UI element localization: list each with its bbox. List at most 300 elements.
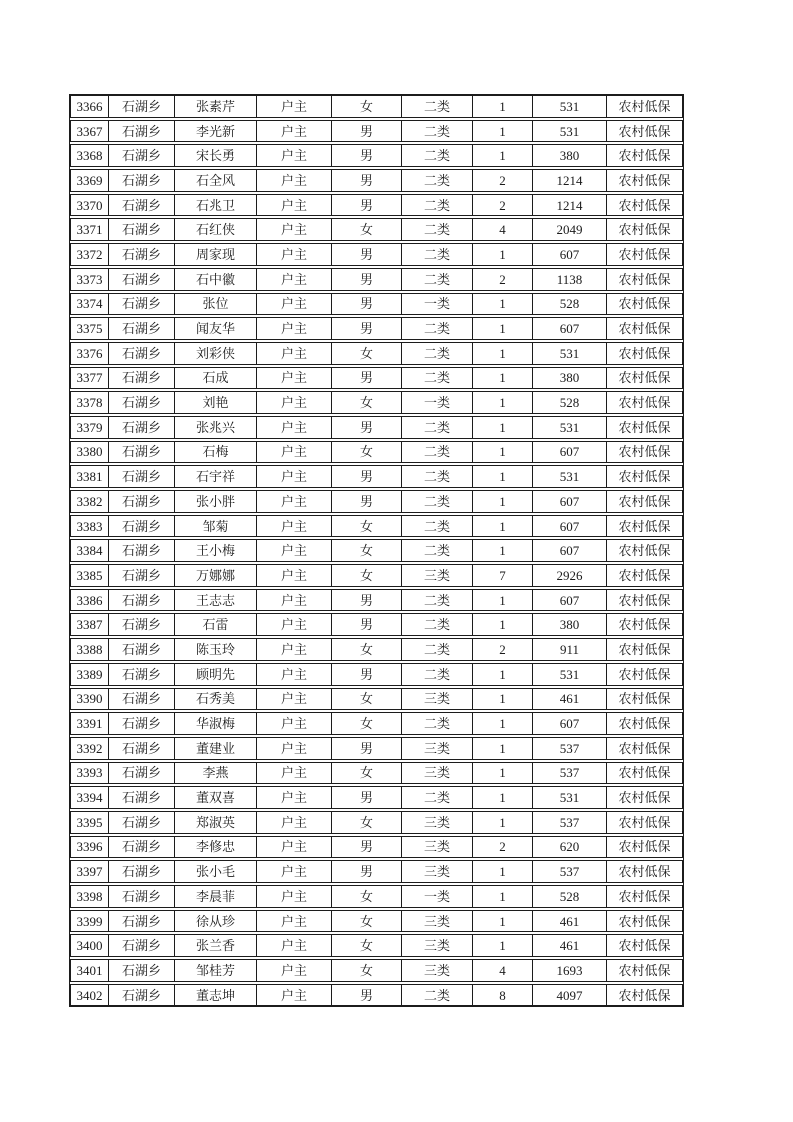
cell-role: 户主 [257, 343, 332, 364]
cell-program: 农村低保 [618, 888, 671, 904]
cell-person-count: 8 [473, 985, 533, 1006]
table-row [70, 342, 683, 365]
cell-category: 二类 [402, 787, 473, 808]
cell-amount: 1693 [533, 960, 607, 981]
cell-role: 户主 [257, 540, 332, 561]
cell-serial: 3368 [71, 145, 109, 166]
cell-category: 一类 [402, 294, 473, 315]
cell-category: 二类 [402, 590, 473, 611]
cell-township: 石湖乡 [109, 244, 175, 265]
cell-amount: 1214 [533, 170, 607, 191]
cell-category: 二类 [402, 639, 473, 660]
cell-person-count: 1 [473, 516, 533, 537]
cell-amount: 2049 [533, 219, 607, 240]
cell-gender: 女 [332, 96, 402, 117]
cell-gender: 女 [332, 219, 402, 240]
cell-township: 石湖乡 [109, 960, 175, 981]
cell-township: 石湖乡 [109, 540, 175, 561]
cell-person-count: 2 [473, 639, 533, 660]
cell-amount: 620 [533, 837, 607, 858]
cell-person-count: 1 [473, 442, 533, 463]
cell-township: 石湖乡 [109, 639, 175, 660]
cell-program: 农村低保 [618, 740, 671, 756]
cell-amount: 607 [533, 540, 607, 561]
cell-person-count: 1 [473, 861, 533, 882]
cell-gender: 男 [332, 294, 402, 315]
cell-name: 张兰香 [175, 935, 257, 956]
cell-program: 农村低保 [618, 172, 671, 188]
cell-category: 二类 [402, 713, 473, 734]
cell-role: 户主 [257, 121, 332, 142]
cell-amount: 537 [533, 738, 607, 759]
cell-program: 农村低保 [618, 222, 671, 238]
cell-serial: 3380 [71, 442, 109, 463]
cell-amount: 531 [533, 466, 607, 487]
cell-person-count: 2 [473, 195, 533, 216]
cell-person-count: 4 [473, 219, 533, 240]
cell-role: 户主 [257, 294, 332, 315]
cell-role: 户主 [257, 565, 332, 586]
cell-serial: 3383 [71, 516, 109, 537]
cell-gender: 男 [332, 170, 402, 191]
cell-name: 宋长勇 [175, 145, 257, 166]
cell-amount: 607 [533, 244, 607, 265]
table-row [70, 811, 683, 834]
cell-gender: 女 [332, 442, 402, 463]
table-row [70, 194, 683, 217]
cell-amount: 380 [533, 614, 607, 635]
cell-role: 户主 [257, 985, 332, 1006]
cell-program: 农村低保 [618, 197, 671, 213]
cell-name: 王小梅 [175, 540, 257, 561]
cell-program: 农村低保 [618, 419, 671, 435]
cell-person-count: 1 [473, 343, 533, 364]
cell-gender: 女 [332, 960, 402, 981]
cell-gender: 女 [332, 713, 402, 734]
cell-person-count: 1 [473, 145, 533, 166]
cell-amount: 531 [533, 787, 607, 808]
cell-township: 石湖乡 [109, 417, 175, 438]
cell-gender: 女 [332, 343, 402, 364]
table-row [70, 860, 683, 883]
cell-role: 户主 [257, 861, 332, 882]
cell-role: 户主 [257, 466, 332, 487]
cell-role: 户主 [257, 590, 332, 611]
cell-serial: 3372 [71, 244, 109, 265]
cell-program: 农村低保 [618, 691, 671, 707]
cell-serial: 3395 [71, 812, 109, 833]
cell-serial: 3398 [71, 886, 109, 907]
cell-name: 徐从珍 [175, 911, 257, 932]
cell-serial: 3399 [71, 911, 109, 932]
cell-township: 石湖乡 [109, 689, 175, 710]
cell-program: 农村低保 [618, 345, 671, 361]
cell-serial: 3396 [71, 837, 109, 858]
cell-category: 二类 [402, 219, 473, 240]
cell-township: 石湖乡 [109, 294, 175, 315]
cell-person-count: 2 [473, 269, 533, 290]
welfare-table [69, 94, 684, 1007]
cell-township: 石湖乡 [109, 763, 175, 784]
cell-gender: 女 [332, 935, 402, 956]
cell-role: 户主 [257, 935, 332, 956]
cell-gender: 男 [332, 738, 402, 759]
cell-category: 二类 [402, 145, 473, 166]
cell-program: 农村低保 [618, 790, 671, 806]
cell-gender: 男 [332, 145, 402, 166]
cell-person-count: 1 [473, 368, 533, 389]
cell-person-count: 1 [473, 787, 533, 808]
cell-name: 李光新 [175, 121, 257, 142]
cell-township: 石湖乡 [109, 911, 175, 932]
cell-amount: 461 [533, 935, 607, 956]
cell-program: 农村低保 [618, 321, 671, 337]
table-row [70, 984, 683, 1007]
cell-township: 石湖乡 [109, 861, 175, 882]
cell-name: 董双喜 [175, 787, 257, 808]
cell-serial: 3366 [71, 96, 109, 117]
cell-serial: 3391 [71, 713, 109, 734]
cell-gender: 男 [332, 368, 402, 389]
cell-program: 农村低保 [618, 246, 671, 262]
cell-name: 陈玉玲 [175, 639, 257, 660]
table-row [70, 317, 683, 340]
cell-program: 农村低保 [618, 814, 671, 830]
table-row [70, 490, 683, 513]
cell-name: 张小毛 [175, 861, 257, 882]
cell-gender: 男 [332, 664, 402, 685]
cell-gender: 女 [332, 689, 402, 710]
table-row [70, 441, 683, 464]
cell-gender: 男 [332, 244, 402, 265]
cell-gender: 女 [332, 565, 402, 586]
cell-township: 石湖乡 [109, 590, 175, 611]
cell-amount: 528 [533, 886, 607, 907]
table-row [70, 712, 683, 735]
cell-role: 户主 [257, 614, 332, 635]
table-row [70, 910, 683, 933]
cell-category: 二类 [402, 195, 473, 216]
cell-role: 户主 [257, 664, 332, 685]
cell-amount: 531 [533, 417, 607, 438]
cell-role: 户主 [257, 96, 332, 117]
cell-category: 二类 [402, 417, 473, 438]
table-row [70, 391, 683, 414]
cell-role: 户主 [257, 837, 332, 858]
cell-program: 农村低保 [618, 864, 671, 880]
cell-program: 农村低保 [618, 98, 671, 114]
cell-program: 农村低保 [618, 296, 671, 312]
cell-amount: 4097 [533, 985, 607, 1006]
cell-role: 户主 [257, 318, 332, 339]
cell-program: 农村低保 [618, 148, 671, 164]
cell-gender: 男 [332, 787, 402, 808]
cell-program: 农村低保 [618, 271, 671, 287]
cell-serial: 3402 [71, 985, 109, 1006]
cell-amount: 607 [533, 442, 607, 463]
cell-role: 户主 [257, 269, 332, 290]
cell-township: 石湖乡 [109, 343, 175, 364]
cell-category: 二类 [402, 269, 473, 290]
cell-gender: 男 [332, 614, 402, 635]
cell-program: 农村低保 [618, 913, 671, 929]
cell-township: 石湖乡 [109, 886, 175, 907]
cell-serial: 3382 [71, 491, 109, 512]
cell-serial: 3386 [71, 590, 109, 611]
cell-township: 石湖乡 [109, 442, 175, 463]
cell-township: 石湖乡 [109, 195, 175, 216]
cell-amount: 607 [533, 713, 607, 734]
cell-name: 张小胖 [175, 491, 257, 512]
cell-program: 农村低保 [618, 617, 671, 633]
cell-name: 张位 [175, 294, 257, 315]
cell-serial: 3371 [71, 219, 109, 240]
cell-role: 户主 [257, 170, 332, 191]
cell-serial: 3400 [71, 935, 109, 956]
cell-name: 闻友华 [175, 318, 257, 339]
cell-serial: 3376 [71, 343, 109, 364]
cell-gender: 男 [332, 491, 402, 512]
cell-serial: 3374 [71, 294, 109, 315]
cell-program: 农村低保 [618, 370, 671, 386]
cell-serial: 3377 [71, 368, 109, 389]
cell-township: 石湖乡 [109, 565, 175, 586]
cell-gender: 女 [332, 886, 402, 907]
table-row [70, 786, 683, 809]
cell-program: 农村低保 [618, 123, 671, 139]
cell-amount: 380 [533, 368, 607, 389]
table-row [70, 959, 683, 982]
cell-township: 石湖乡 [109, 713, 175, 734]
cell-name: 张素芹 [175, 96, 257, 117]
table-row [70, 243, 683, 266]
cell-amount: 607 [533, 516, 607, 537]
cell-township: 石湖乡 [109, 516, 175, 537]
cell-category: 三类 [402, 911, 473, 932]
cell-serial: 3385 [71, 565, 109, 586]
cell-category: 二类 [402, 442, 473, 463]
cell-category: 一类 [402, 392, 473, 413]
cell-role: 户主 [257, 417, 332, 438]
cell-category: 三类 [402, 738, 473, 759]
cell-program: 农村低保 [618, 938, 671, 954]
cell-program: 农村低保 [618, 567, 671, 583]
cell-amount: 2926 [533, 565, 607, 586]
cell-township: 石湖乡 [109, 738, 175, 759]
cell-name: 万娜娜 [175, 565, 257, 586]
cell-category: 二类 [402, 466, 473, 487]
table-row [70, 120, 683, 143]
cell-role: 户主 [257, 392, 332, 413]
cell-program: 农村低保 [618, 543, 671, 559]
cell-amount: 607 [533, 590, 607, 611]
cell-name: 石成 [175, 368, 257, 389]
cell-person-count: 1 [473, 738, 533, 759]
cell-person-count: 1 [473, 689, 533, 710]
cell-category: 二类 [402, 614, 473, 635]
cell-category: 三类 [402, 837, 473, 858]
cell-category: 二类 [402, 244, 473, 265]
table-row [70, 268, 683, 291]
cell-township: 石湖乡 [109, 466, 175, 487]
cell-serial: 3381 [71, 466, 109, 487]
cell-amount: 380 [533, 145, 607, 166]
cell-amount: 1214 [533, 195, 607, 216]
cell-gender: 女 [332, 392, 402, 413]
cell-person-count: 1 [473, 466, 533, 487]
cell-role: 户主 [257, 812, 332, 833]
cell-person-count: 1 [473, 664, 533, 685]
cell-program: 农村低保 [618, 987, 671, 1003]
cell-township: 石湖乡 [109, 269, 175, 290]
cell-person-count: 1 [473, 318, 533, 339]
cell-amount: 528 [533, 294, 607, 315]
cell-program: 农村低保 [618, 641, 671, 657]
cell-category: 二类 [402, 540, 473, 561]
cell-role: 户主 [257, 911, 332, 932]
cell-person-count: 1 [473, 614, 533, 635]
cell-category: 三类 [402, 935, 473, 956]
table-row [70, 663, 683, 686]
cell-serial: 3379 [71, 417, 109, 438]
cell-amount: 461 [533, 911, 607, 932]
cell-township: 石湖乡 [109, 614, 175, 635]
cell-name: 邹桂芳 [175, 960, 257, 981]
cell-name: 石全风 [175, 170, 257, 191]
cell-name: 董志坤 [175, 985, 257, 1006]
cell-person-count: 1 [473, 392, 533, 413]
cell-gender: 男 [332, 195, 402, 216]
cell-serial: 3390 [71, 689, 109, 710]
table-row [70, 218, 683, 241]
table-row [70, 367, 683, 390]
cell-program: 农村低保 [618, 666, 671, 682]
cell-category: 二类 [402, 664, 473, 685]
cell-program: 农村低保 [618, 592, 671, 608]
cell-township: 石湖乡 [109, 935, 175, 956]
cell-amount: 537 [533, 861, 607, 882]
cell-person-count: 4 [473, 960, 533, 981]
cell-serial: 3387 [71, 614, 109, 635]
cell-amount: 528 [533, 392, 607, 413]
cell-person-count: 1 [473, 812, 533, 833]
cell-role: 户主 [257, 639, 332, 660]
cell-program: 农村低保 [618, 469, 671, 485]
cell-category: 二类 [402, 491, 473, 512]
cell-category: 二类 [402, 121, 473, 142]
cell-role: 户主 [257, 763, 332, 784]
cell-serial: 3397 [71, 861, 109, 882]
cell-role: 户主 [257, 219, 332, 240]
cell-gender: 女 [332, 516, 402, 537]
cell-role: 户主 [257, 145, 332, 166]
cell-name: 石中徽 [175, 269, 257, 290]
cell-name: 刘艳 [175, 392, 257, 413]
cell-category: 三类 [402, 763, 473, 784]
cell-gender: 男 [332, 121, 402, 142]
table-row [70, 613, 683, 636]
cell-amount: 1138 [533, 269, 607, 290]
cell-township: 石湖乡 [109, 787, 175, 808]
cell-name: 李晨菲 [175, 886, 257, 907]
cell-amount: 537 [533, 812, 607, 833]
cell-township: 石湖乡 [109, 812, 175, 833]
cell-name: 石宇祥 [175, 466, 257, 487]
cell-category: 三类 [402, 861, 473, 882]
table-row [70, 465, 683, 488]
table-row [70, 885, 683, 908]
table-row [70, 638, 683, 661]
cell-gender: 男 [332, 318, 402, 339]
cell-gender: 女 [332, 763, 402, 784]
cell-gender: 男 [332, 417, 402, 438]
cell-name: 石秀美 [175, 689, 257, 710]
cell-name: 郑淑英 [175, 812, 257, 833]
cell-township: 石湖乡 [109, 664, 175, 685]
cell-category: 二类 [402, 318, 473, 339]
cell-serial: 3389 [71, 664, 109, 685]
cell-person-count: 1 [473, 911, 533, 932]
cell-category: 二类 [402, 368, 473, 389]
cell-category: 三类 [402, 689, 473, 710]
cell-category: 二类 [402, 516, 473, 537]
cell-name: 刘彩侠 [175, 343, 257, 364]
table-row [70, 293, 683, 316]
cell-serial: 3384 [71, 540, 109, 561]
cell-category: 三类 [402, 960, 473, 981]
cell-serial: 3370 [71, 195, 109, 216]
cell-gender: 男 [332, 269, 402, 290]
cell-township: 石湖乡 [109, 121, 175, 142]
table-row [70, 934, 683, 957]
cell-township: 石湖乡 [109, 837, 175, 858]
cell-category: 一类 [402, 886, 473, 907]
cell-serial: 3392 [71, 738, 109, 759]
cell-amount: 461 [533, 689, 607, 710]
cell-program: 农村低保 [618, 444, 671, 460]
cell-program: 农村低保 [618, 765, 671, 781]
cell-role: 户主 [257, 442, 332, 463]
cell-amount: 607 [533, 318, 607, 339]
table-row [70, 564, 683, 587]
cell-name: 王志志 [175, 590, 257, 611]
table-row [70, 416, 683, 439]
cell-category: 二类 [402, 985, 473, 1006]
table-row [70, 688, 683, 711]
cell-gender: 女 [332, 639, 402, 660]
cell-gender: 女 [332, 911, 402, 932]
table-row [70, 169, 683, 192]
cell-role: 户主 [257, 713, 332, 734]
cell-serial: 3367 [71, 121, 109, 142]
cell-category: 二类 [402, 96, 473, 117]
cell-role: 户主 [257, 787, 332, 808]
cell-amount: 531 [533, 343, 607, 364]
cell-name: 华淑梅 [175, 713, 257, 734]
table-row [70, 515, 683, 538]
cell-township: 石湖乡 [109, 985, 175, 1006]
cell-name: 石雷 [175, 614, 257, 635]
cell-township: 石湖乡 [109, 96, 175, 117]
cell-township: 石湖乡 [109, 318, 175, 339]
cell-person-count: 2 [473, 170, 533, 191]
cell-amount: 531 [533, 121, 607, 142]
cell-role: 户主 [257, 195, 332, 216]
cell-township: 石湖乡 [109, 392, 175, 413]
cell-program: 农村低保 [618, 962, 671, 978]
cell-role: 户主 [257, 244, 332, 265]
cell-name: 顾明先 [175, 664, 257, 685]
